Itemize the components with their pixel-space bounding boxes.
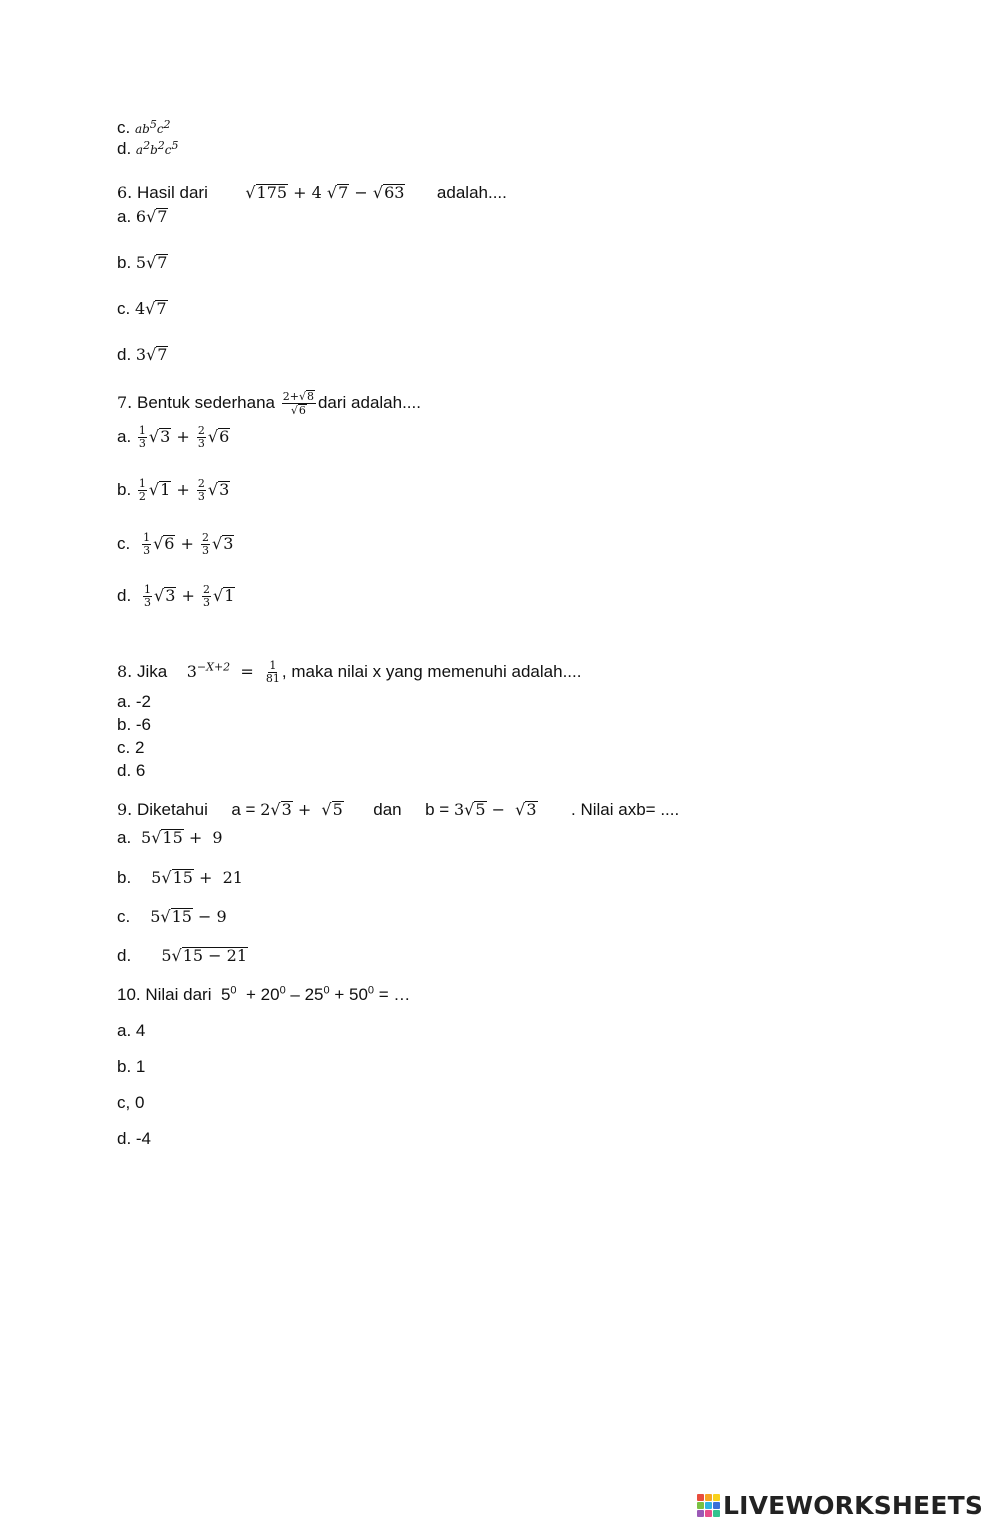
q5-option-d: d. a2b2c5: [117, 139, 179, 158]
q6-option-d[interactable]: d. 3√7: [117, 345, 168, 364]
q8-question: 8. Jika $3^{-X+2}$ = $\frac{1}{81}$ , maka nilai x yang memenuhi adalah....: [117, 659, 582, 686]
q7-option-c[interactable]: c. $\frac{1}{3}$ √6 + $\frac{2}{3}$ √3: [117, 531, 234, 558]
q8-option-a[interactable]: a. -2: [117, 692, 152, 711]
logo-text: LIVEWORKSHEETS: [723, 1491, 984, 1520]
q6-expression: √175 + 4 √7 − √63: [245, 183, 405, 202]
q10-expression: $5^0 + 20^0 - 25^0 + 50^0$ = …: [216, 984, 411, 1004]
q7-option-b[interactable]: b. $\frac{1}{2}$ √1 + $\frac{2}{3}$ √3: [117, 477, 230, 504]
q7-fraction: $\frac{2+√8}{√6}$: [282, 390, 314, 418]
q10-option-a[interactable]: a. 4: [117, 1021, 146, 1040]
q8-expression: $3^{-X+2}$ = $\frac{1}{81}$: [186, 659, 280, 686]
q9-option-d[interactable]: d. 5√15 − 21: [117, 946, 248, 965]
q10-option-c[interactable]: c, 0: [117, 1093, 145, 1112]
q5-option-c: c. ab5c2: [117, 118, 171, 137]
q10-question: 10. Nilai dari $5^0 + 20^0 - 25^0 + 50^0$ = …: [117, 984, 411, 1004]
q9-option-b[interactable]: b. 5√15 + 21: [117, 868, 243, 887]
q6-question: 6. Hasil dari √175 + 4 √7 − √63 adalah....: [117, 183, 507, 202]
q8-option-b[interactable]: b. -6: [117, 715, 152, 734]
logo-grid-icon: [697, 1494, 720, 1517]
q10-option-d[interactable]: d. -4: [117, 1129, 152, 1148]
q10-option-b[interactable]: b. 1: [117, 1057, 146, 1076]
q9-option-a[interactable]: a. 5√15 + 9: [117, 828, 223, 847]
q6-option-a[interactable]: a. 6√7: [117, 207, 168, 226]
q9-b-expression: 3√5 − √3: [453, 800, 537, 819]
q9-option-c[interactable]: c. 5√15 − 9: [117, 907, 227, 926]
q8-option-c[interactable]: c. 2: [117, 738, 145, 757]
q6-option-b[interactable]: b. 5√7: [117, 253, 168, 272]
q7-option-d[interactable]: d. $\frac{1}{3}$ √3 + $\frac{2}{3}$ √1: [117, 583, 235, 610]
q7-question: 7. Bentuk sederhana $\frac{2+√8}{√6}$ dari adalah....: [117, 390, 421, 418]
q6-option-c[interactable]: c. 4√7: [117, 299, 167, 318]
q9-question: 9. Diketahui a = 2√3 + √5 dan b = 3√5 − √3 . Nilai axb= ....: [117, 800, 680, 819]
q7-option-a[interactable]: a. $\frac{1}{3}$ √3 + $\frac{2}{3}$ √6: [117, 424, 230, 451]
q8-option-d[interactable]: d. 6: [117, 761, 146, 780]
q9-a-expression: 2√3 + √5: [260, 800, 343, 819]
liveworksheets-logo: [697, 1491, 983, 1520]
